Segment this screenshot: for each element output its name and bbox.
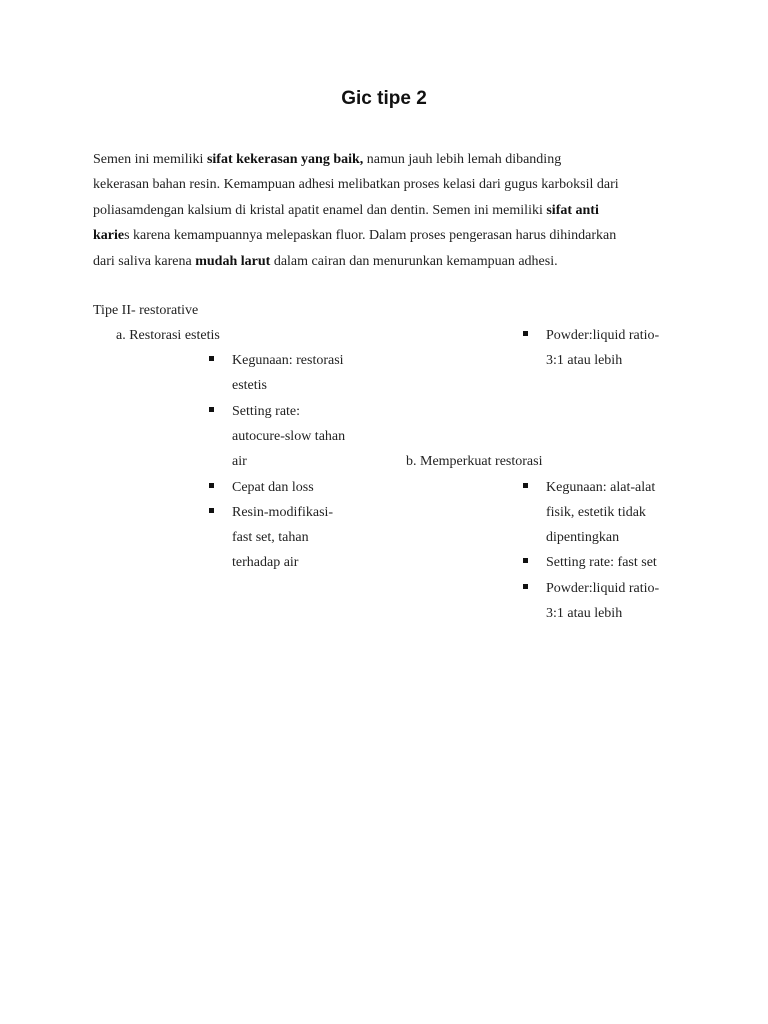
paragraph-text: Semen ini memiliki (93, 152, 207, 167)
bullet-marker (209, 508, 214, 513)
bullet-text: Cepat dan loss (232, 480, 314, 495)
paragraph-text: namun jauh lebih lemah dibanding (363, 152, 562, 167)
bullet-text: Kegunaan: alat-alat (546, 480, 656, 495)
bullet-text: estetis (232, 378, 267, 393)
paragraph-text: poliasamdengan kalsium di kristal apatit enamel dan dentin. Semen ini memiliki (93, 202, 547, 218)
subsection-heading-a: a. Restorasi estetis (116, 328, 220, 343)
bullet-text: dipentingkan (546, 530, 620, 545)
bullet-text: autocure-slow tahan (232, 429, 346, 444)
bullet-text: Setting rate: fast set (546, 555, 657, 570)
paragraph-line (93, 147, 683, 172)
bullet-text: Powder:liquid ratio- (546, 581, 660, 596)
bullet-text: Resin-modifikasi- (232, 505, 334, 520)
paragraph-bold-text: mudah larut (195, 253, 271, 269)
bullet-text: fast set, tahan (232, 530, 309, 545)
paragraph-text: s karena kemampuannya melepaskan fluor. Dalam proses pengerasan harus dihindarkan (124, 228, 617, 244)
bullet-marker (209, 407, 214, 412)
subsection-heading-b: b. Memperkuat restorasi (406, 454, 543, 469)
bullet-marker (209, 356, 214, 361)
bullet-marker (209, 483, 214, 488)
bullet-marker (523, 558, 528, 563)
paragraph-text: dalam cairan dan menurunkan kemampuan adhesi. (270, 253, 558, 269)
bullet-text: terhadap air (232, 555, 299, 570)
section-heading: Tipe II- restorative (93, 303, 199, 318)
bullet-text: air (232, 454, 247, 469)
bullet-text: Setting rate: (232, 404, 301, 419)
paragraph-line (93, 223, 683, 248)
body-paragraph (93, 147, 683, 274)
bullet-text: Powder:liquid ratio- (546, 328, 660, 343)
bullet-marker (523, 584, 528, 589)
paragraph-line (93, 198, 683, 223)
page-title: Gic tipe 2 (341, 88, 427, 109)
bullet-text: Kegunaan: restorasi (232, 353, 344, 368)
paragraph-bold-text: karie (93, 228, 125, 244)
bullet-marker (523, 483, 528, 488)
bullet-text: fisik, estetik tidak (546, 505, 646, 520)
paragraph-line: kekerasan bahan resin. Kemampuan adhesi melibatkan proses kelasi dari gugus karboksil dari (93, 177, 619, 193)
bullet-text: 3:1 atau lebih (546, 606, 623, 621)
paragraph-line (93, 249, 683, 274)
paragraph-bold-text: sifat kekerasan yang baik, (206, 152, 364, 167)
paragraph-bold-text: sifat anti (546, 202, 599, 218)
paragraph-text: dari saliva karena (93, 253, 196, 269)
bullet-text: 3:1 atau lebih (546, 353, 623, 368)
bullet-marker (523, 331, 528, 336)
